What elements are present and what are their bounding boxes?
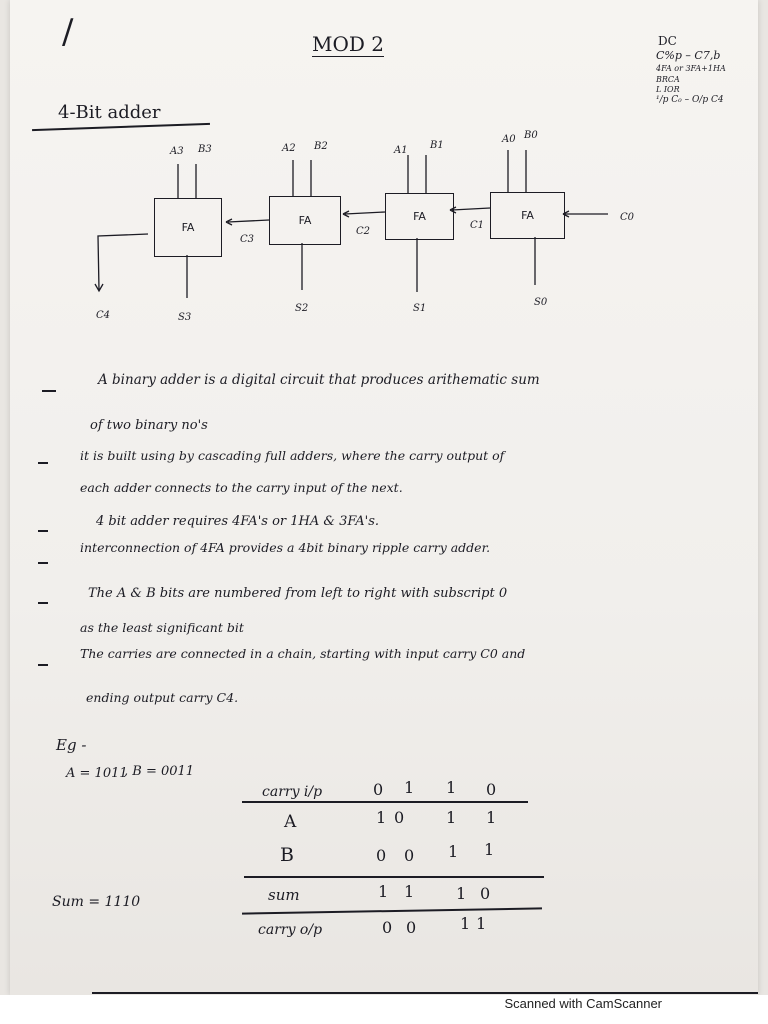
bit: 1 (456, 884, 467, 903)
scanner-footer (0, 995, 768, 1024)
sum-label: S2 (295, 303, 309, 314)
notebook-page (10, 0, 758, 995)
bit: 1 (376, 808, 387, 827)
example-a: A = 1011 (66, 766, 128, 781)
note-text: of two binary no's (90, 418, 208, 433)
carry-label: C2 (356, 226, 371, 237)
note-line: C%p – C7,b (656, 49, 721, 62)
bit: 1 (446, 808, 457, 827)
carry-out-label: C4 (96, 310, 111, 321)
note-line: BRCA (656, 75, 680, 84)
bit: 0 (382, 918, 393, 937)
bit: 0 (373, 780, 384, 799)
input-label: A2 (282, 143, 296, 154)
bit: 0 (376, 846, 387, 865)
note-text: The carries are connected in a chain, starting with input carry C0 and (80, 646, 526, 661)
carry-label: C3 (240, 234, 255, 245)
bit: 1 (460, 914, 471, 933)
example-b: , B = 0011 (124, 764, 195, 779)
full-adder-label: FA (521, 209, 534, 222)
bullet-dash (38, 602, 48, 604)
note-text: 4 bit adder requires 4FA's or 1HA & 3FA's. (96, 514, 380, 529)
input-label: B1 (430, 140, 444, 151)
note-text: each adder connects to the carry input of the next. (80, 480, 403, 495)
note-text: it is built using by cascading full adders, where the carry output of (80, 448, 505, 463)
bullet-dash (38, 530, 48, 532)
input-label: B3 (198, 144, 212, 155)
sum-label: S0 (534, 297, 548, 308)
bit: 0 (486, 780, 497, 799)
bit: 1 (476, 914, 487, 933)
bit: 1 (448, 842, 459, 861)
bullet-dash (38, 664, 48, 666)
note-text: A binary adder is a digital circuit that produces arithematic sum (98, 372, 540, 388)
bit: 0 (406, 918, 417, 937)
bit: 1 (378, 882, 389, 901)
bullet-dash (38, 562, 48, 564)
sum-label: S1 (413, 303, 427, 314)
full-adder-0 (490, 192, 565, 239)
full-adder-label: FA (298, 214, 312, 227)
bullet-dash (38, 462, 48, 464)
bit: 1 (404, 778, 415, 797)
full-adder-3 (154, 198, 222, 257)
row-label: carry i/p (262, 784, 323, 800)
bit: 1 (404, 882, 415, 901)
footer-rule (92, 992, 758, 994)
bit: 0 (480, 884, 491, 903)
table-rule (242, 907, 542, 914)
input-label: A3 (170, 146, 184, 157)
row-label: A (284, 812, 297, 832)
input-label: B0 (524, 130, 538, 141)
sum-result: Sum = 1110 (52, 894, 141, 910)
full-adder-2 (269, 196, 341, 245)
row-label: carry o/p (258, 922, 323, 938)
full-adder-1 (385, 193, 454, 240)
row-label: B (280, 844, 294, 866)
sum-label: S3 (178, 312, 192, 323)
row-label: sum (268, 886, 300, 904)
bullet-dash (42, 390, 56, 392)
input-label: A0 (502, 134, 516, 145)
carry-label: C1 (470, 220, 485, 231)
carry-in-label: C0 (620, 212, 635, 223)
page-title: MOD 2 (312, 32, 384, 56)
note-text: interconnection of 4FA provides a 4bit binary ripple carry adder. (80, 540, 491, 555)
input-label: B2 (314, 141, 328, 152)
tick-mark: / (62, 12, 74, 52)
bit: 1 (484, 840, 495, 859)
note-line: L IOR (656, 85, 680, 94)
full-adder-label: FA (413, 210, 426, 223)
adder-wiring (10, 0, 758, 340)
table-rule (242, 801, 528, 803)
bit: 1 (446, 778, 457, 797)
example-label: Eg - (56, 736, 87, 754)
note-text: as the least significant bit (80, 620, 244, 635)
bit: 0 (404, 846, 415, 865)
note-line: 4FA or 3FA+1HA (656, 64, 726, 73)
watermark-text: Scanned with CamScanner (504, 996, 662, 1011)
section-title: 4-Bit adder (58, 102, 161, 123)
note-text: The A & B bits are numbered from left to right with subscript 0 (88, 586, 508, 601)
bit: 1 (486, 808, 497, 827)
bit: 0 (394, 808, 405, 827)
note-line: ¹/p C₀ – O/p C4 (656, 95, 724, 105)
full-adder-label: FA (181, 221, 195, 234)
note-line: DC (658, 34, 677, 48)
note-text: ending output carry C4. (86, 690, 239, 705)
input-label: A1 (394, 145, 408, 156)
table-rule (244, 876, 544, 878)
